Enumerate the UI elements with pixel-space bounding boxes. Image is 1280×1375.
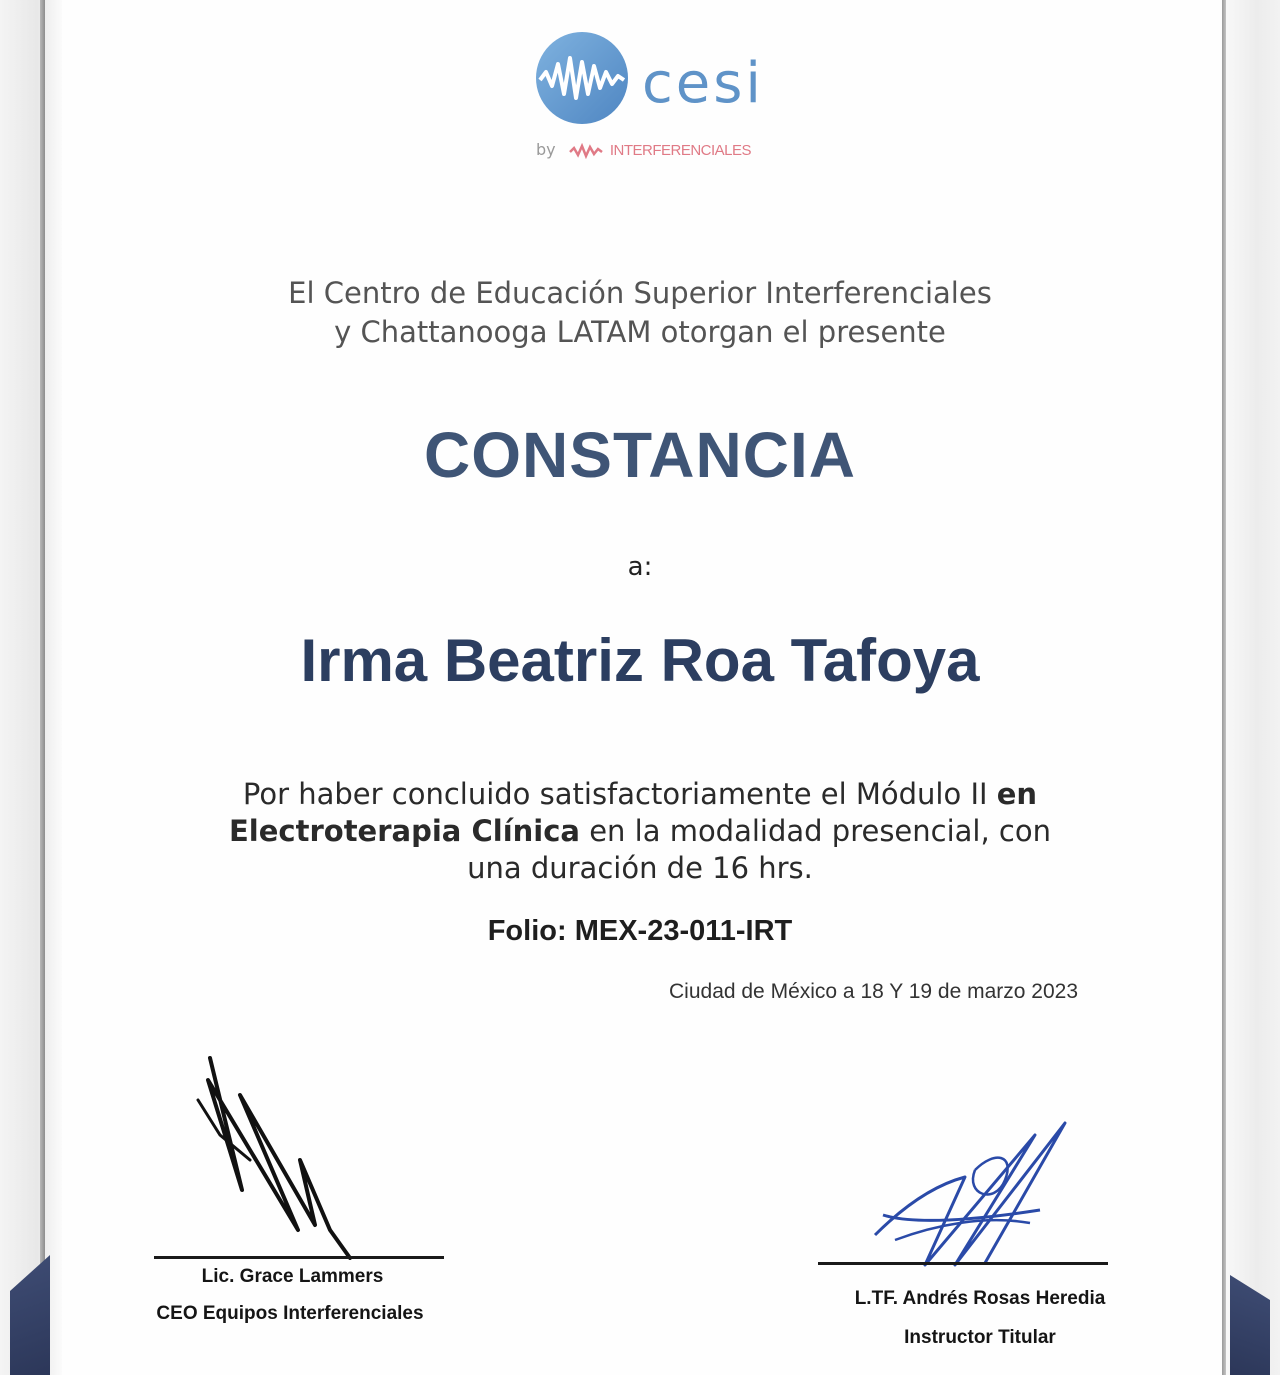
intro-line-1: El Centro de Educación Superior Interferenciales — [288, 276, 992, 310]
intro-line-2: y Chattanooga LATAM otorgan el presente — [334, 315, 946, 349]
partner-wave-icon — [569, 143, 603, 159]
signature-line-right — [818, 1262, 1108, 1265]
body-line-1 — [0, 776, 1280, 813]
signatory-right-role: Instructor Titular — [904, 1327, 1056, 1348]
certificate-body — [0, 776, 1280, 887]
signature-line-left — [154, 1256, 444, 1259]
signatory-left-name: Lic. Grace Lammers — [201, 1266, 384, 1287]
logo-wordmark: cesi — [642, 51, 764, 116]
body-part-1: Por haber concluido satisfactoriamente el Módulo II — [242, 777, 997, 811]
body-line-3: una duración de 16 hrs. — [467, 851, 813, 885]
signatory-right-name: L.TF. Andrés Rosas Heredia — [854, 1288, 1106, 1309]
wave-circle-icon — [532, 28, 632, 128]
cesi-logo — [532, 28, 762, 168]
folio-number: Folio: MEX-23-011-IRT — [487, 915, 793, 947]
body-bold-1: en — [996, 777, 1038, 811]
place-and-date: Ciudad de México a 18 Y 19 de marzo 2023 — [669, 980, 1078, 1003]
recipient-name: Irma Beatriz Roa Tafoya — [300, 627, 980, 694]
signature-right — [865, 1115, 1095, 1275]
signatory-left-role: CEO Equipos Interferenciales — [156, 1303, 424, 1324]
to-label: a: — [627, 552, 653, 582]
intro-text — [0, 274, 1280, 352]
body-line-2 — [0, 813, 1280, 850]
certificate-title: CONSTANCIA — [424, 419, 856, 491]
logo-byline — [536, 140, 751, 159]
signature-left — [180, 1040, 400, 1260]
logo-partner-name: INTERFERENCIALES — [609, 142, 752, 159]
body-bold-2: Electroterapia Clínica — [229, 814, 580, 848]
logo-by-text: by — [536, 140, 556, 159]
body-part-2: en la modalidad presencial, con — [579, 814, 1051, 848]
